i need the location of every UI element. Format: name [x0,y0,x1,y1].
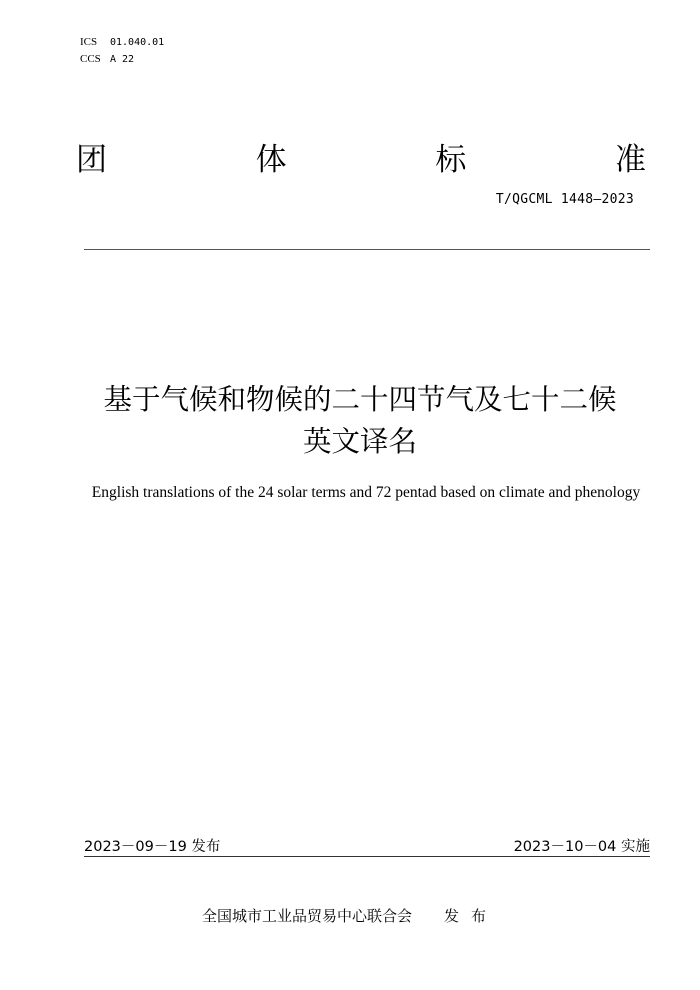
publish-date: 2023－09－19 发布 [84,839,221,855]
issuer-organization: 全国城市工业品贸易中心联合会 [201,907,412,925]
ics-label: ICS [80,36,98,48]
chinese-title-line-2: 英文译名 [302,425,417,458]
header-divider [84,249,650,250]
implement-date: 2023－10－04 实施 [513,839,650,855]
chinese-title [60,379,660,463]
standard-type-char: 体 [255,142,287,178]
issuer-line [0,905,700,926]
ccs-row [80,51,164,68]
footer-divider [84,856,650,857]
chinese-title-line-1: 基于气候和物候的二十四节气及七十二候 [103,383,617,416]
standard-number: T/QGCML 1448—2023 [495,192,634,207]
english-title: English translations of the 24 solar terms and 72 pentad based on climate and phenology [91,484,641,501]
ics-value: 01.040.01 [110,37,165,48]
standard-type-char: 准 [614,142,646,178]
issuer-action: 发布 [444,907,499,925]
ccs-value: A 22 [110,54,135,65]
ics-row [80,34,164,51]
ccs-label: CCS [80,53,101,65]
standard-type-char: 团 [76,142,107,178]
standard-type-heading [76,134,646,178]
standard-type-char: 标 [435,142,467,178]
classification-codes [80,34,164,68]
